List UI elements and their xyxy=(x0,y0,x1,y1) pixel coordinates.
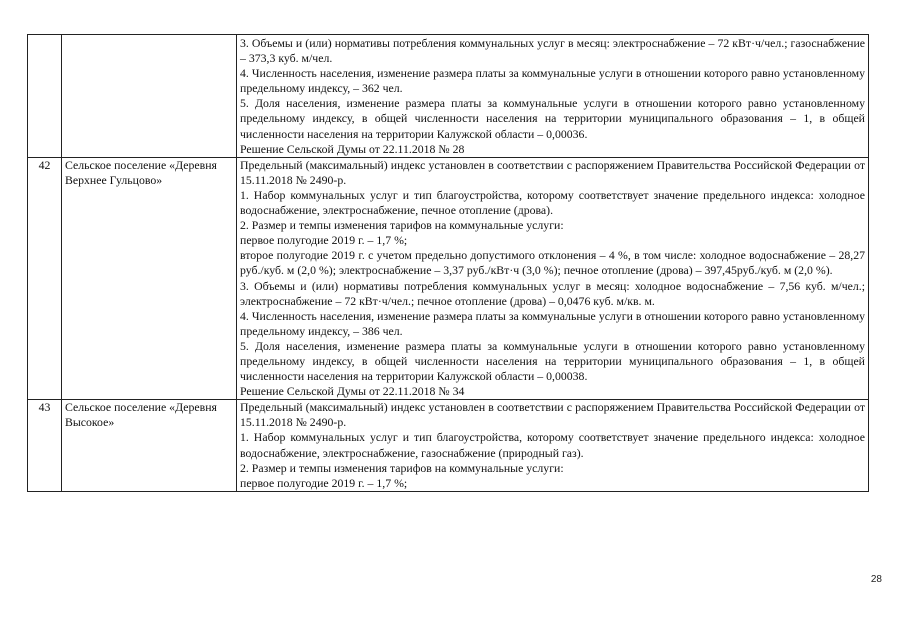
tariff-description-cell xyxy=(237,400,869,492)
decision-reference: Решение Сельской Думы от 22.11.2018 № 28 xyxy=(240,141,465,156)
table-row xyxy=(28,157,869,400)
tariff-description-cell xyxy=(237,157,869,400)
tariff-description-cell xyxy=(237,35,869,158)
settlement-name-cell xyxy=(62,35,237,158)
row-number-cell: 42 xyxy=(28,157,62,400)
description-paragraph: 1. Набор коммунальных услуг и тип благоустройства, которому соответствует значение предельного индекса: холодное водоснабжение, электроснабжение, газоснабжение (природный газ). xyxy=(240,430,865,460)
description-paragraph: второе полугодие 2019 г. с учетом предельно допустимого отклонения – 4 %, в том числе: холодное водоснабжение – 28,27 руб./куб. м (2,0 %); электроснабжение – 3,37 руб./кВт·ч (3,0 %); печное отопление (дрова) – 397,45руб./куб. м (2,0 %). xyxy=(240,248,865,278)
description-paragraph: 4. Численность населения, изменение размера платы за коммунальные услуги в отношении которого равно установленному предельному индексу, – 386 чел. xyxy=(240,308,865,338)
description-paragraph: первое полугодие 2019 г. – 1,7 %; xyxy=(240,475,408,490)
description-paragraph: 3. Объемы и (или) нормативы потребления коммунальных услуг в месяц: электроснабжение – 72 кВт·ч/чел.; газоснабжение – 373,3 куб. м/чел. xyxy=(240,36,865,66)
description-paragraph: 3. Объемы и (или) нормативы потребления коммунальных услуг в месяц: холодное водоснабжение – 7,56 куб. м/чел.; электроснабжение – 72 кВт·ч/чел.; печное отопление (дрова) – 0,0476 куб. м/кв. м. xyxy=(240,278,865,308)
description-paragraph: 2. Размер и темпы изменения тарифов на коммунальные услуги: xyxy=(240,218,564,233)
row-number-cell: 43 xyxy=(28,400,62,492)
description-paragraph: 1. Набор коммунальных услуг и тип благоустройства, которому соответствует значение предельного индекса: холодное водоснабжение, электроснабжение, печное отопление (дрова). xyxy=(240,187,865,218)
settlement-name-cell: Сельское поселение «Деревня Верхнее Гульцово» xyxy=(62,157,237,400)
description-paragraph: Предельный (максимальный) индекс установлен в соответствии с распоряжением Правительства Российской Федерации от 15.11.2018 № 2490-р. xyxy=(240,157,865,187)
table-row xyxy=(28,400,869,492)
description-paragraph: 5. Доля населения, изменение размера платы за коммунальные услуги в отношении которого равно установленному предельному индексу, в общей численности населения на территории муниципального образования – 1, в общей численности населения на территории Калужской области – 0,00038. xyxy=(240,338,865,384)
settlement-name-cell: Сельское поселение «Деревня Высокое» xyxy=(62,400,237,492)
description-paragraph: Предельный (максимальный) индекс установлен в соответствии с распоряжением Правительства Российской Федерации от 15.11.2018 № 2490-р. xyxy=(240,400,865,430)
description-paragraph: 2. Размер и темпы изменения тарифов на коммунальные услуги: xyxy=(240,460,564,475)
row-number-cell xyxy=(28,35,62,158)
description-paragraph: 4. Численность населения, изменение размера платы за коммунальные услуги в отношении которого равно установленному предельному индексу, – 362 чел. xyxy=(240,66,865,96)
table-row xyxy=(28,35,869,158)
tariff-table xyxy=(27,34,869,492)
description-paragraph: 5. Доля населения, изменение размера платы за коммунальные услуги в отношении которого равно установленному предельному индексу, в общей численности населения на территории муниципального образования – 1, в общей численности населения на территории Калужской области – 0,00036. xyxy=(240,96,865,141)
decision-reference: Решение Сельской Думы от 22.11.2018 № 34 xyxy=(240,384,465,399)
description-paragraph: первое полугодие 2019 г. – 1,7 %; xyxy=(240,233,408,248)
page-number: 28 xyxy=(870,574,882,585)
